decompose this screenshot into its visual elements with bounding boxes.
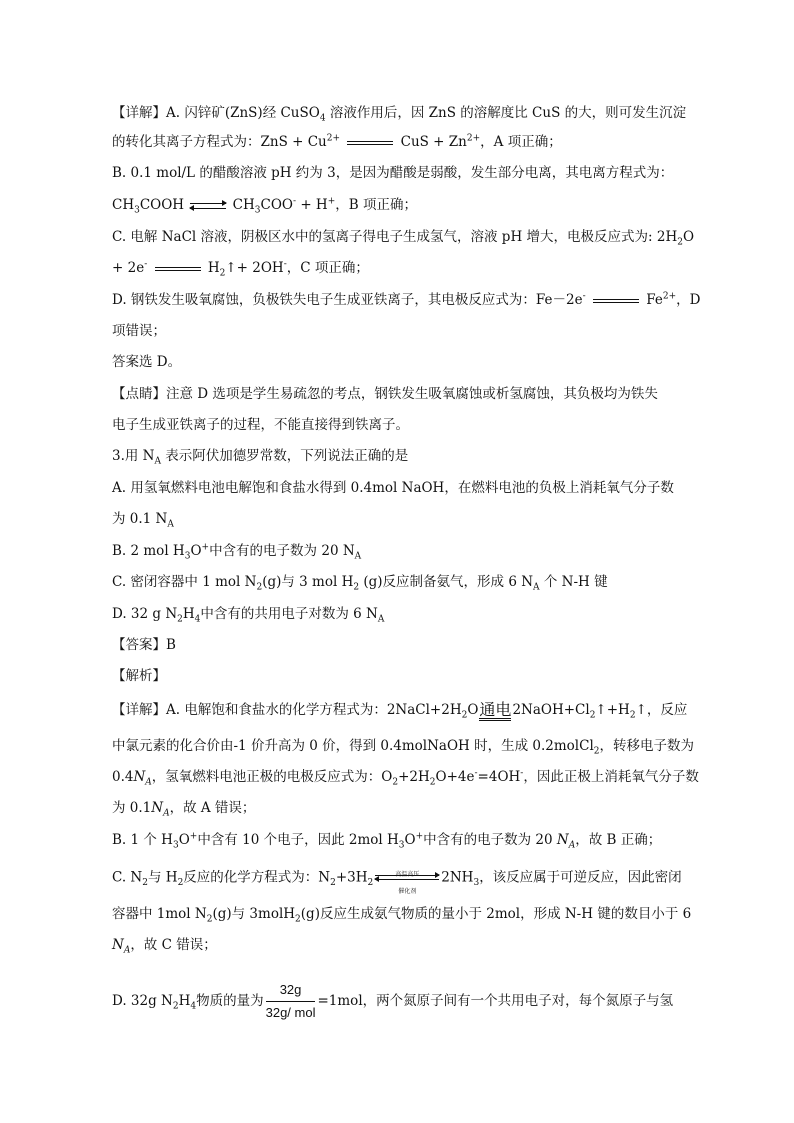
text-line: D. 32g $N_2H_4$物质的量为 $\frac{32g}{\text{32g/ mol}}$ =1mol，两个氮原子间有一个共用电子对，每个氮原子与氢 <box>112 980 673 1023</box>
option-a-cont: 为 0.1 $N_A$ <box>112 511 174 530</box>
text-line: 容器中 1mol $N_2(g)$与 3molH$_2$(g)反应生成氨气物质的量小于 2mol，形成 N-H 键的数目小于 6 <box>112 906 692 925</box>
text-line: $CH_3COOH$ $CH_3COO^- + H^+$，B 项正确； <box>112 196 417 216</box>
equals-sign-icon <box>344 136 396 150</box>
option-a: A. 用氢氧燃料电池电解饱和食盐水得到 0.4mol NaOH，在燃料电池的负极上消耗氧气分子数 <box>112 480 674 496</box>
text-line: 电子生成亚铁离子的过程，不能直接得到铁离子。 <box>112 417 409 433</box>
text-line: B. 1 个 $H_3O^+$中含有 10 个电子，因此 2mol $H_3O^+$中含有的电子数为 20 $N_A$，故 B 正确； <box>112 831 662 851</box>
reversible-arrow-icon <box>188 199 228 213</box>
text-line: 【详解】A. 闪锌矿(ZnS)经 CuSO$_4$ 溶液作用后，因 ZnS 的溶解度比 CuS 的大，则可发生沉淀 <box>112 105 687 124</box>
option-d: D. 32 g $N_2H_4$中含有的共用电子对数为 6 $N_A$ <box>112 606 385 625</box>
text-line: D. 钢铁发生吸氧腐蚀，负极铁失电子生成亚铁离子，其电极反应式为：Fe－2e- $Fe^{2+}$，D <box>112 291 701 308</box>
text-line: 项错误； <box>112 323 166 339</box>
text-line: $0.4N_A$，氢氧燃料电池正极的电极反应式为：$O_2+2H_2O+4e^-=4OH^-$，因此正极上消耗氧气分子数 <box>112 768 699 788</box>
text-line: 中氯元素的化合价由-1 价升高为 0 价，得到 0.4molNaOH 时，生成 0.2molCl$_2$，转移电子数为 <box>112 738 695 757</box>
text-line: B. 0.1 mol/L 的醋酸溶液 pH 约为 3，是因为醋酸是弱酸，发生部分电离，其电离方程式为： <box>112 165 674 181</box>
question-stem: 3.用 $N_A$ 表示阿伏加德罗常数，下列说法正确的是 <box>112 448 409 467</box>
option-b: B. 2 mol $H_3O^+$中含有的电子数为 20 $N_A$ <box>112 542 362 562</box>
equals-sign-icon <box>152 262 204 276</box>
reaction-condition-arrow: 高温高压 催化剂 <box>373 867 441 889</box>
text-line: 答案选 D。 <box>112 354 182 370</box>
text-line: C. 电解 NaCl 溶液，阴极区水中的氢离子得电子生成氢气，溶液 pH 增大，电极反应式为: $2H_2O$ <box>112 229 695 248</box>
text-line: 的转化其离子方程式为：ZnS + $Cu^{2+}$ CuS + $Zn^{2+}$，A 项正确； <box>112 133 562 150</box>
text-line: + 2e- $H_2↑+ 2OH^-$，C 项正确； <box>112 259 369 279</box>
electrolysis-condition: 通电 <box>479 700 512 719</box>
equals-sign-icon <box>590 294 642 308</box>
answer-line: 【答案】B <box>112 637 176 653</box>
text-line: C. $N_2$与 $H_2$反应的化学方程式为：$N_2+3H_2$ 高温高压 催化剂 $2NH_3$，该反应属于可逆反应，因此密闭 <box>112 867 682 889</box>
text-line: $N_A$，故 C 错误； <box>112 937 217 956</box>
molar-fraction: $\frac{32g}{\text{32g/ mol}}$ <box>265 982 316 1020</box>
text-line: 【点睛】注意 D 选项是学生易疏忽的考点，钢铁发生吸氧腐蚀或析氢腐蚀，其负极均为铁失 <box>112 386 658 402</box>
option-c: C. 密闭容器中 1 mol $N_2(g)$与 3 mol $H_2$ (g)反应制备氨气，形成 6 $N_A$ 个 N-H 键 <box>112 574 608 593</box>
text-line: 【详解】A. 电解饱和食盐水的化学方程式为：$2NaCl+2H_2O$通电$2NaOH+Cl_2↑+H_2↑$，反应 <box>112 700 688 721</box>
analysis-heading: 【解析】 <box>112 668 166 684</box>
text-line: 为 $0.1N_A$，故 A 错误； <box>112 800 256 819</box>
